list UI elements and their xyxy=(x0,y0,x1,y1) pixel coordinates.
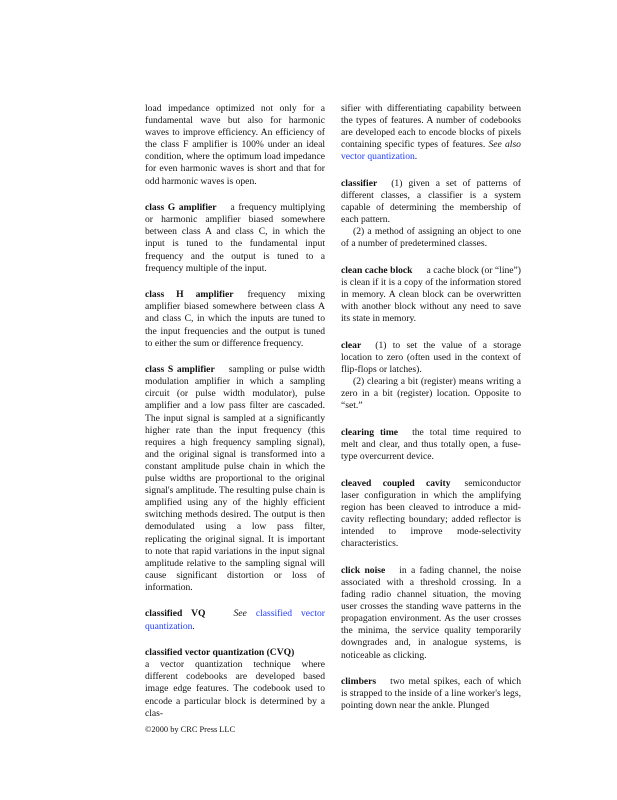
entry-body: a vector quantization technique where different codebooks are developed based image edge features. The codebook used to encode a particular block is determined by a clas- xyxy=(145,659,325,719)
entry-punctuation: . xyxy=(192,620,195,632)
entry-classified-vq xyxy=(145,608,325,632)
entry-classified-vector-quantization xyxy=(145,647,325,720)
entry-clean-cache-block xyxy=(341,265,521,325)
left-column xyxy=(145,103,325,734)
entry-continued xyxy=(145,103,325,188)
entry-term: climbers xyxy=(341,676,377,688)
see-label: See also xyxy=(488,139,521,151)
entry-body: semiconductor laser configuration in which the amplifying region has been cleaved to introduce a mid-cavity reflecting boundary; added reflector is intended to improve mode-selectivity characteristics. xyxy=(341,477,521,550)
entry-class-g-amplifier xyxy=(145,202,325,275)
entry-clear xyxy=(341,340,521,413)
entry-punctuation: . xyxy=(414,151,418,163)
entry-body: a cache block (or “line”) is clean if it is a copy of the information stored in memory. A clean block can be overwritten with another block without any need to save its state in memory. xyxy=(341,265,521,325)
entry-cleaved-coupled-cavity xyxy=(341,478,521,551)
entry-clearing-time xyxy=(341,427,521,463)
entry-click-noise xyxy=(341,565,521,662)
right-column xyxy=(341,103,521,727)
entry-body: two metal spikes, each of which is strapped to the inside of a line worker's legs, pointing down near the ankle. Plunged xyxy=(341,676,521,712)
entry-term: clean cache block xyxy=(341,265,413,277)
cross-reference-link[interactable]: classified vector quantization xyxy=(145,608,325,632)
entry-body: (2) a method of assigning an object to one of a number of predetermined classes. xyxy=(341,226,521,250)
see-label: See xyxy=(233,608,247,620)
entry-classifier xyxy=(341,178,521,251)
entry-term: class G amplifier xyxy=(145,202,217,214)
entry-class-s-amplifier xyxy=(145,364,325,594)
entry-term: classified vector quantization (CVQ) xyxy=(145,647,295,659)
entry-body: frequency mixing amplifier biased somewhere between class A and class C, in which the inputs are tuned to the input frequencies and the output is tuned to either the sum or difference frequency. xyxy=(145,289,325,349)
entry-continued xyxy=(341,103,521,163)
entry-body: a frequency multiplying or harmonic amplifier biased somewhere between class A and class C, in which the input is tuned to the fundamental input frequency and the output is tuned to a frequency multiple of the input. xyxy=(145,202,325,274)
entry-body: sifier with differentiating capability between the types of features. A number of codebooks are developed each to encode blocks of pixels containing specific types of features. xyxy=(341,103,521,151)
entry-term: classifier xyxy=(341,177,378,189)
entry-class-h-amplifier xyxy=(145,289,325,349)
entry-body: (1) given a set of patterns of different classes, a classifier is a system capable of determining the membership of each pattern. xyxy=(341,177,521,226)
entry-term: class H amplifier xyxy=(145,289,234,301)
entry-body: in a fading channel, the noise associated with a threshold crossing. In a fading radio channel situation, the moving user crosses the standing wave patterns in the propagation environment. As the user crosses the minima, the service quality temporarily downgrades and, in analogue systems, is noticeable as clicking. xyxy=(341,564,521,661)
entry-body: (2) clearing a bit (register) means writing a zero in a bit (register) location. Opposite to “set.” xyxy=(341,376,521,412)
cross-reference-link[interactable]: vector quantization xyxy=(341,151,415,163)
entry-term: cleaved coupled cavity xyxy=(341,477,451,489)
entry-body: sampling or pulse width modulation amplifier in which a sampling circuit (or pulse width modulator), pulse amplifier and a low pass filter are cascaded. The input signal is sampled at a significantly higher rate than the input frequency (this requires a high frequency sampling signal), and the original signal is transformed into a constant amplitude pulse chain in which the pulse widths are proportional to the original signal's amplitude. The resulting pulse chain is amplified using any of the highly efficient switching methods desired. The output is then demodulated using a low pass filter, replicating the original signal. It is important to note that rapid variations in the input signal amplitude relative to the sampling signal will cause significant distortion or loss of information. xyxy=(145,364,325,593)
entry-body: the total time required to melt and clear, and thus totally open, a fuse-type overcurrent device. xyxy=(341,427,522,463)
entry-term: click noise xyxy=(341,564,386,576)
entry-term: classified VQ xyxy=(145,608,206,620)
entry-term: class S amplifier xyxy=(145,364,215,376)
entry-body: (1) to set the value of a storage location to zero (often used in the context of flip-flops or latches). xyxy=(341,340,521,376)
entry-body: load impedance optimized not only for a fundamental wave but also for harmonic waves to improve efficiency. An efficiency of the class F amplifier is 100% under an ideal condition, where the optimum load impedance for even harmonic waves is short and that for odd harmonic waves is open. xyxy=(145,103,325,187)
copyright-footer: ©2000 by CRC Press LLC xyxy=(145,725,236,734)
entry-climbers xyxy=(341,676,521,712)
entry-term: clearing time xyxy=(341,427,399,439)
entry-term: clear xyxy=(341,340,362,351)
